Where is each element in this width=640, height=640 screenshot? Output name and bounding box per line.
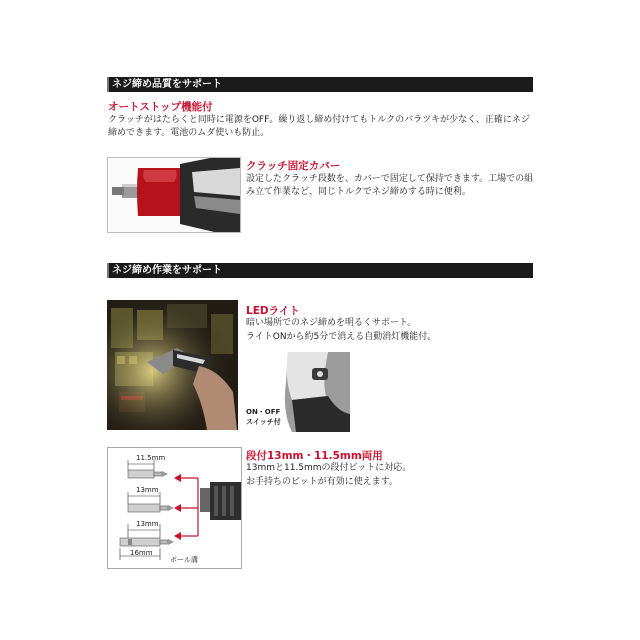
clutch-cover-description: 設定したクラッチ段数を、カバーで固定して保持できます。工場での組み立て作業など、同じトルクでネジ締めする時に便利。 [246, 174, 534, 197]
bit-size-line-1: 13mmと11.5mmの段付ビットに対応。 [246, 463, 412, 473]
dimension-13mm-bottom: 13mm [136, 520, 159, 528]
bit-size-line-2: お手持ちのビットが有効に使えます。 [246, 477, 398, 487]
ball-groove-label: ボール溝 [170, 556, 198, 564]
bit-size-heading: 段付13mm・11.5mm両用 [246, 450, 383, 462]
led-light-line-1: 暗い場所でのネジ締めを明るくサポート。 [246, 318, 417, 328]
led-work-photo [107, 300, 238, 430]
auto-stop-description: クラッチがはたらくと同時に電源をOFF。繰り返し締め付けてもトルクのバラツキが少なく、正確にネジ締めできます。電池のムダ使いも防止。 [108, 115, 530, 138]
screwdriver-clutch-illustration [108, 158, 240, 232]
led-light-line-2: ライトONから約5分で消える自動消灯機能付。 [246, 332, 437, 342]
clutch-cover-photo [107, 157, 241, 233]
section-bar-quality [107, 77, 533, 92]
section-bar-label: ネジ締め作業をサポート [112, 265, 222, 276]
section-bar-work [107, 263, 533, 278]
bit-size-diagram [107, 447, 242, 569]
dimension-13mm-middle: 13mm [136, 486, 159, 494]
switch-caption-on-off: ON・OFF [246, 408, 281, 416]
clutch-cover-heading: クラッチ固定カバー [246, 160, 341, 172]
auto-stop-heading: オートストップ機能付 [108, 101, 213, 113]
led-light-heading: LEDライト [246, 305, 300, 317]
bit-size-illustration [108, 448, 241, 568]
switch-closeup-photo [282, 352, 350, 432]
section-bar-label: ネジ締め品質をサポート [112, 79, 222, 90]
dimension-11-5mm: 11.5mm [136, 454, 166, 462]
dimension-16mm: 16mm [130, 549, 153, 557]
led-scene-illustration [107, 300, 238, 430]
switch-caption-attached: スイッチ付 [246, 418, 281, 426]
switch-closeup-illustration [282, 352, 350, 432]
